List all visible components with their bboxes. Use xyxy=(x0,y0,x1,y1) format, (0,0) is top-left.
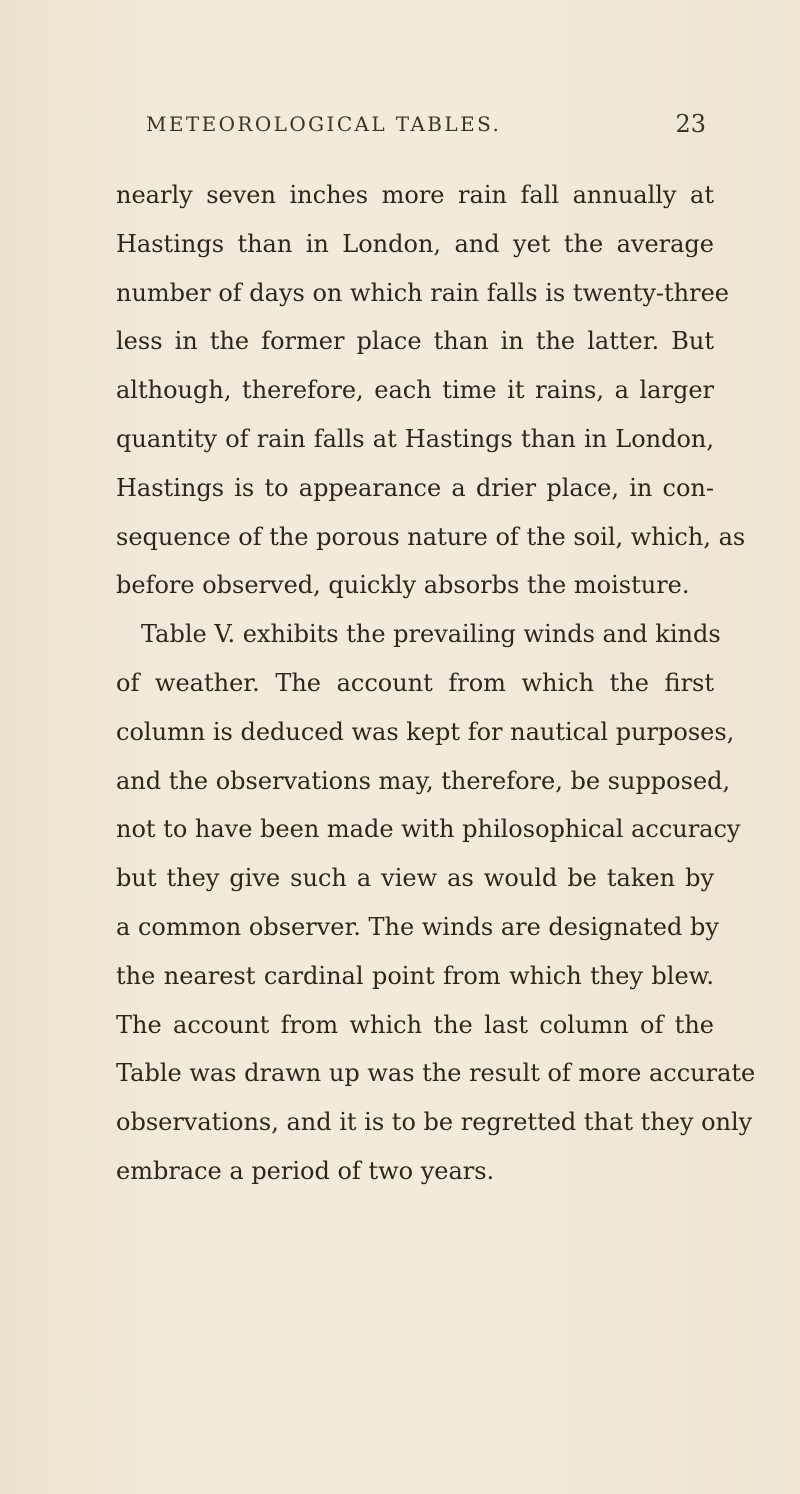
page-number: 23 xyxy=(675,110,706,138)
text-line: less in the former place than in the latter. But xyxy=(116,327,714,356)
text-line: sequence of the porous nature of the soil, which, as xyxy=(116,522,746,551)
text-line: observations, and it is to be regretted that they only xyxy=(116,1108,753,1137)
text-line: The account from which the last column of the xyxy=(116,1010,714,1039)
body-text xyxy=(116,171,756,1196)
text-line: of weather. The account from which the first xyxy=(116,668,714,697)
text-line: before observed, quickly absorbs the moisture. xyxy=(116,571,690,600)
text-line: nearly seven inches more rain fall annually at xyxy=(116,181,714,209)
text-line: Table was drawn up was the result of more accurate xyxy=(116,1059,756,1088)
text-line: the nearest cardinal point from which they blew. xyxy=(116,961,714,990)
text-line: although, therefore, each time it rains, a larger xyxy=(116,376,714,405)
text-line: but they give such a view as would be taken by xyxy=(116,864,714,893)
text-line: column is deduced was kept for nautical purposes, xyxy=(116,717,735,746)
text-line: not to have been made with philosophical accuracy xyxy=(116,815,741,844)
text-line: Table V. exhibits the prevailing winds and kinds xyxy=(141,620,721,649)
text-line: number of days on which rain falls is twenty-three xyxy=(116,278,730,307)
text-line: Hastings is to appearance a drier place, in con- xyxy=(116,473,714,502)
text-line: embrace a period of two years. xyxy=(116,1156,495,1185)
page-header xyxy=(146,112,706,146)
text-line: Hastings than in London, and yet the average xyxy=(116,229,714,258)
running-title: METEOROLOGICAL TABLES. xyxy=(146,112,502,136)
text-line: and the observations may, therefore, be supposed, xyxy=(116,766,731,795)
text-line: a common observer. The winds are designated by xyxy=(116,912,719,941)
text-line: quantity of rain falls at Hastings than in London, xyxy=(116,424,714,453)
